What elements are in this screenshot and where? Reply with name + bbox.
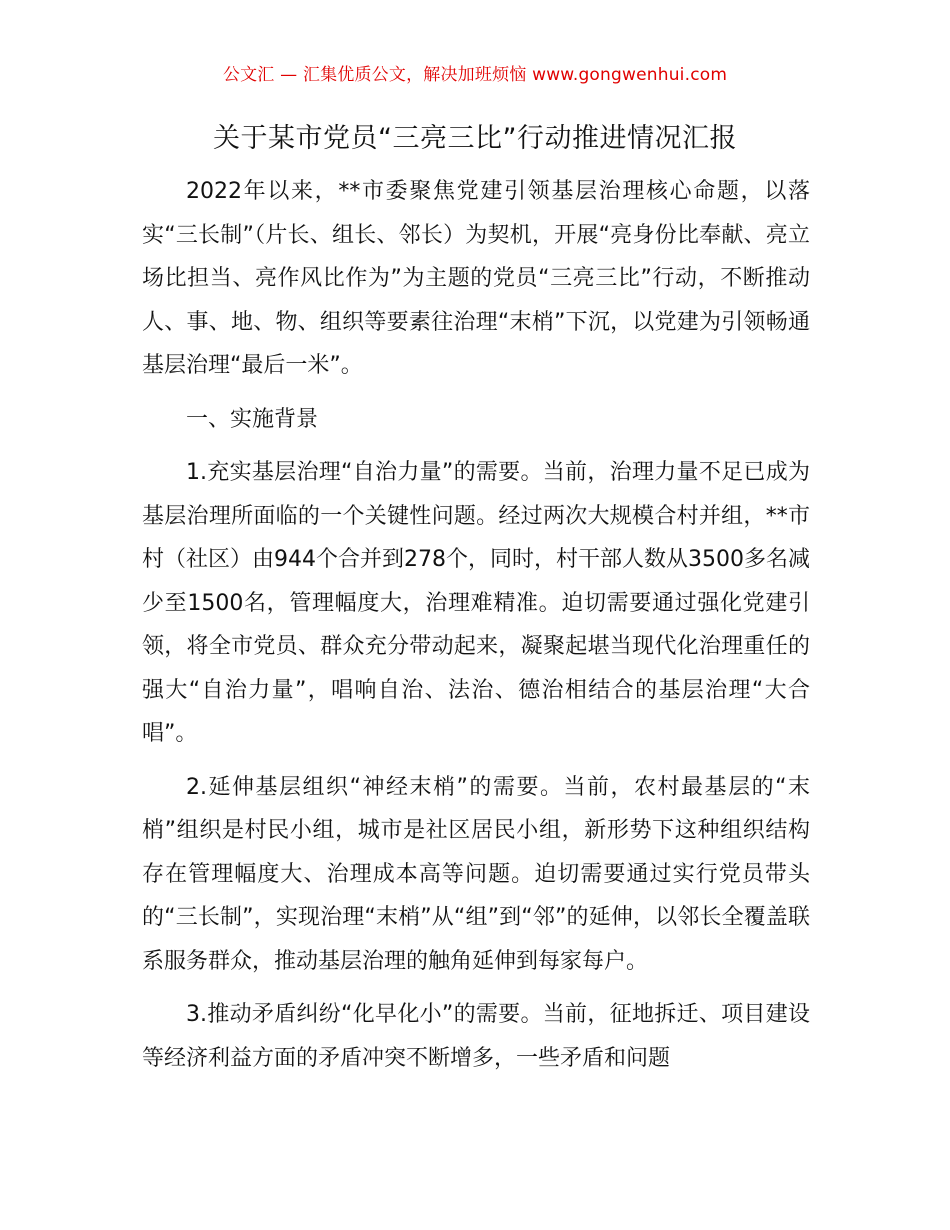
site-header-banner[interactable]: 公文汇 — 汇集优质公文，解决加班烦恼 www.gongwenhui.com: [222, 65, 728, 85]
body-paragraph-3: 3.推动矛盾纠纷“化早化小”的需要。当前，征地拆迁、项目建设等经济利益方面的矛盾冲突不断增多，一些矛盾和问题: [142, 1002, 810, 1071]
document-body: [142, 170, 810, 1090]
body-paragraph-1: 1.充实基层治理“自治力量”的需要。当前，治理力量不足已成为基层治理所面临的一个关键性问题。经过两次大规模合村并组，**市村（社区）由944个合并到278个，同时，村干部人数从3500多名减少至1500名，管理幅度大，治理难精准。迫切需要通过强化党建引领，将全市党员、群众充分带动起来，凝聚起堪当现代化治理重任的强大“自治力量”，唱响自治、法治、德治相结合的基层治理“大合唱”。: [142, 460, 810, 746]
body-paragraph-2: 2.延伸基层组织“神经末梢”的需要。当前，农村最基层的“末梢”组织是村民小组，城市是社区居民小组，新形势下这种组织结构存在管理幅度大、治理成本高等问题。迫切需要通过实行党员带头的“三长制”，实现治理“末梢”从“组”到“邻”的延伸，以邻长全覆盖联系服务群众，推动基层治理的触角延伸到每家每户。: [142, 774, 810, 974]
section-heading: 一、实施背景: [186, 406, 319, 432]
document-title: 关于某市党员“三亮三比”行动推进情况汇报: [213, 123, 737, 154]
intro-paragraph: 2022年以来，**市委聚焦党建引领基层治理核心命题，以落实“三长制”（片长、组长、邻长）为契机，开展“亮身份比奉献、亮立场比担当、亮作风比作为”为主题的党员“三亮三比”行动，不断推动人、事、地、物、组织等要素往治理“末梢”下沉，以党建为引领畅通基层治理“最后一米”。: [142, 179, 810, 378]
